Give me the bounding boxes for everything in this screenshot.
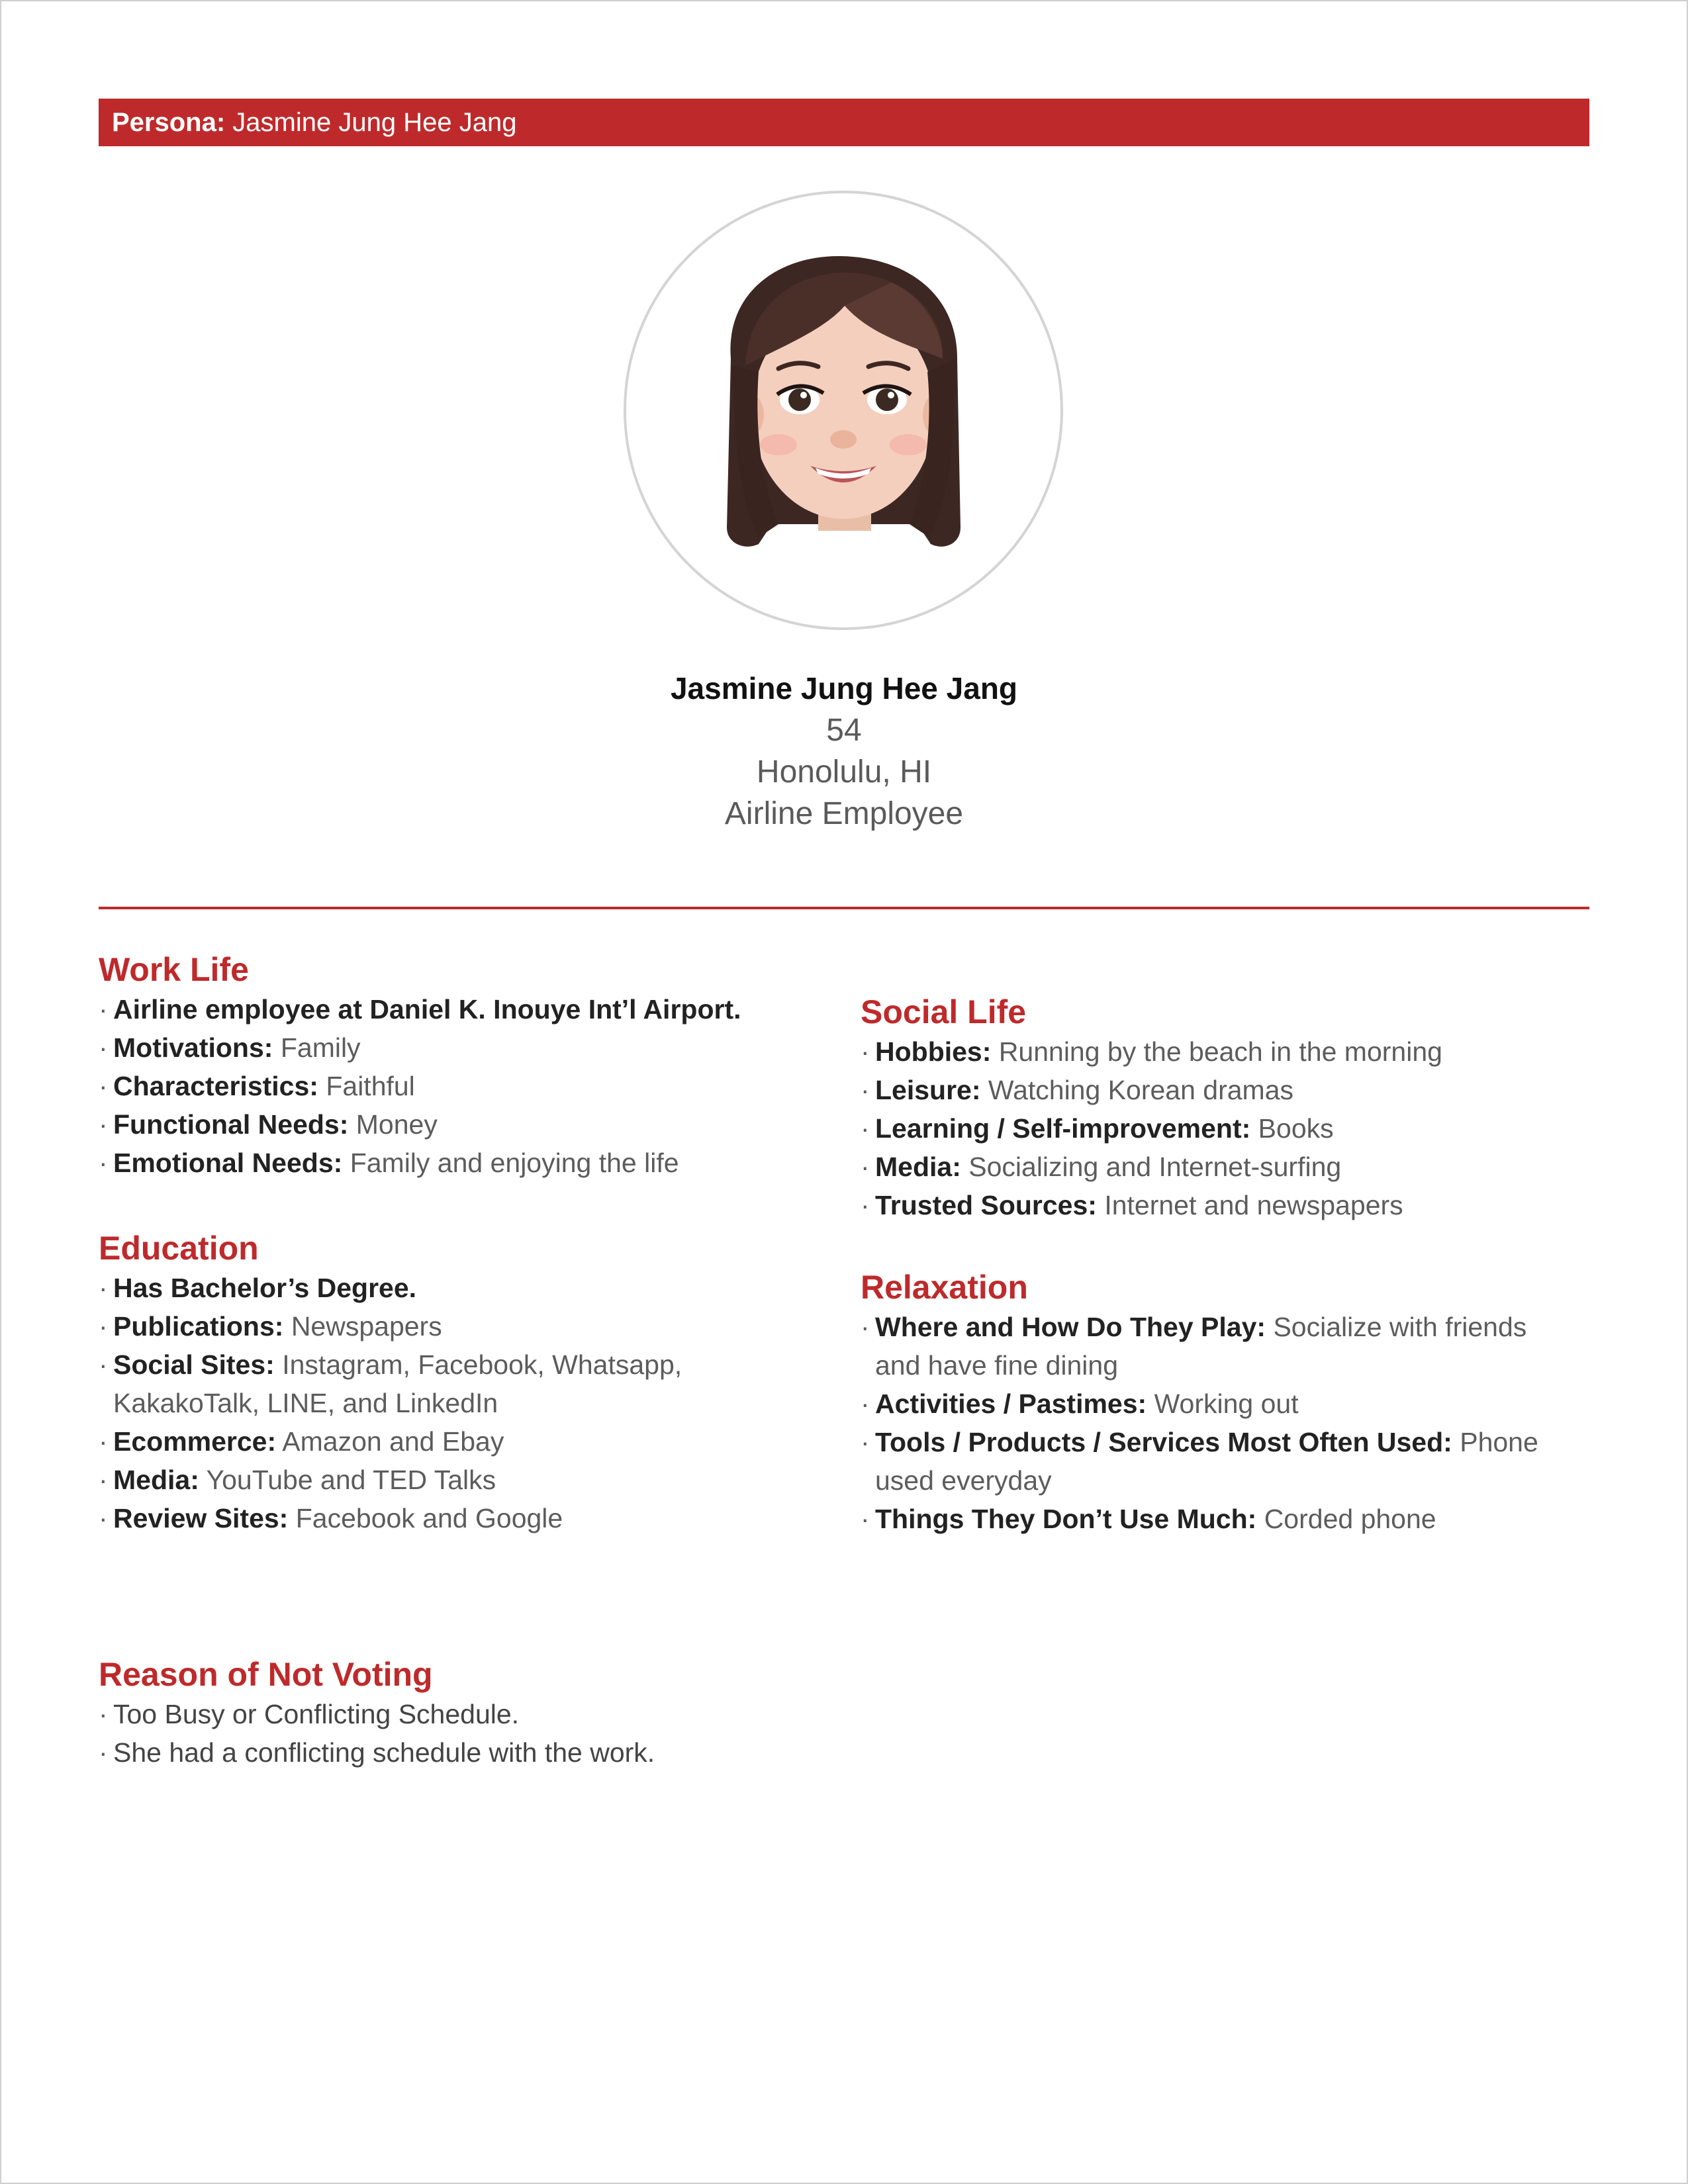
education-title: Education — [99, 1230, 259, 1267]
list-item: · Ecommerce: Amazon and Ebay — [99, 1426, 504, 1457]
relaxation-list — [861, 1308, 1538, 1538]
list-item-continuation: and have fine dining — [875, 1350, 1119, 1381]
persona-label: Persona: — [112, 108, 226, 137]
not-voting-section — [99, 1654, 655, 1772]
not-voting-title: Reason of Not Voting — [99, 1656, 433, 1693]
list-item: · Media: Socializing and Internet-surfing — [861, 1152, 1342, 1182]
persona-header-bar — [99, 99, 1589, 146]
work-life-list — [99, 990, 741, 1182]
work-life-title: Work Life — [99, 951, 249, 988]
list-item: · Characteristics: Faithful — [99, 1071, 415, 1101]
list-item: · Leisure: Watching Korean dramas — [861, 1075, 1293, 1105]
list-item-continuation: KakakoTalk, LINE, and LinkedIn — [113, 1388, 498, 1418]
list-item: · Learning / Self-improvement: Books — [861, 1113, 1334, 1144]
list-item: · Review Sites: Facebook and Google — [99, 1503, 563, 1533]
persona-name: Jasmine Jung Hee Jang — [232, 108, 517, 137]
relaxation-section — [861, 1267, 1538, 1538]
list-item-continuation: used everyday — [875, 1465, 1052, 1496]
list-item: · Too Busy or Conflicting Schedule. — [99, 1699, 520, 1729]
list-item: · Motivations: Family — [99, 1032, 361, 1063]
social-life-title: Social Life — [861, 993, 1027, 1030]
list-item: · Emotional Needs: Family and enjoying the life — [99, 1148, 679, 1178]
list-item: · Hobbies: Running by the beach in the morning — [861, 1036, 1442, 1067]
list-item: · Trusted Sources: Internet and newspapers — [861, 1190, 1403, 1220]
persona-occupation: Airline Employee — [724, 796, 964, 831]
list-item: · Media: YouTube and TED Talks — [99, 1465, 496, 1495]
social-life-list — [861, 1032, 1442, 1224]
education-section — [99, 1228, 682, 1537]
list-item: · Has Bachelor’s Degree. — [99, 1273, 417, 1303]
section-divider — [99, 907, 1589, 909]
list-item: · Airline employee at Daniel K. Inouye Int’l Airport. — [99, 994, 741, 1024]
list-item: · She had a conflicting schedule with the work. — [99, 1737, 655, 1768]
avatar — [624, 191, 1063, 630]
social-life-section — [861, 991, 1442, 1224]
list-item: · Tools / Products / Services Most Often Used: Phone — [861, 1427, 1538, 1457]
list-item: · Things They Don’t Use Much: Corded phone — [861, 1504, 1436, 1534]
list-item: · Activities / Pastimes: Working out — [861, 1388, 1299, 1419]
persona-full-name: Jasmine Jung Hee Jang — [670, 671, 1018, 705]
education-list — [99, 1269, 682, 1537]
persona-location: Honolulu, HI — [756, 754, 932, 790]
list-item: · Social Sites: Instagram, Facebook, Whatsapp, — [99, 1349, 682, 1380]
list-item: · Where and How Do They Play: Socialize with friends — [861, 1312, 1527, 1342]
persona-age: 54 — [826, 713, 862, 748]
woman-avatar-icon — [626, 193, 1060, 627]
list-item: · Publications: Newspapers — [99, 1311, 442, 1342]
persona-identity — [0, 667, 1688, 835]
relaxation-title: Relaxation — [861, 1269, 1028, 1306]
not-voting-list — [99, 1695, 655, 1772]
list-item: · Functional Needs: Money — [99, 1109, 438, 1140]
work-life-section — [99, 949, 741, 1182]
